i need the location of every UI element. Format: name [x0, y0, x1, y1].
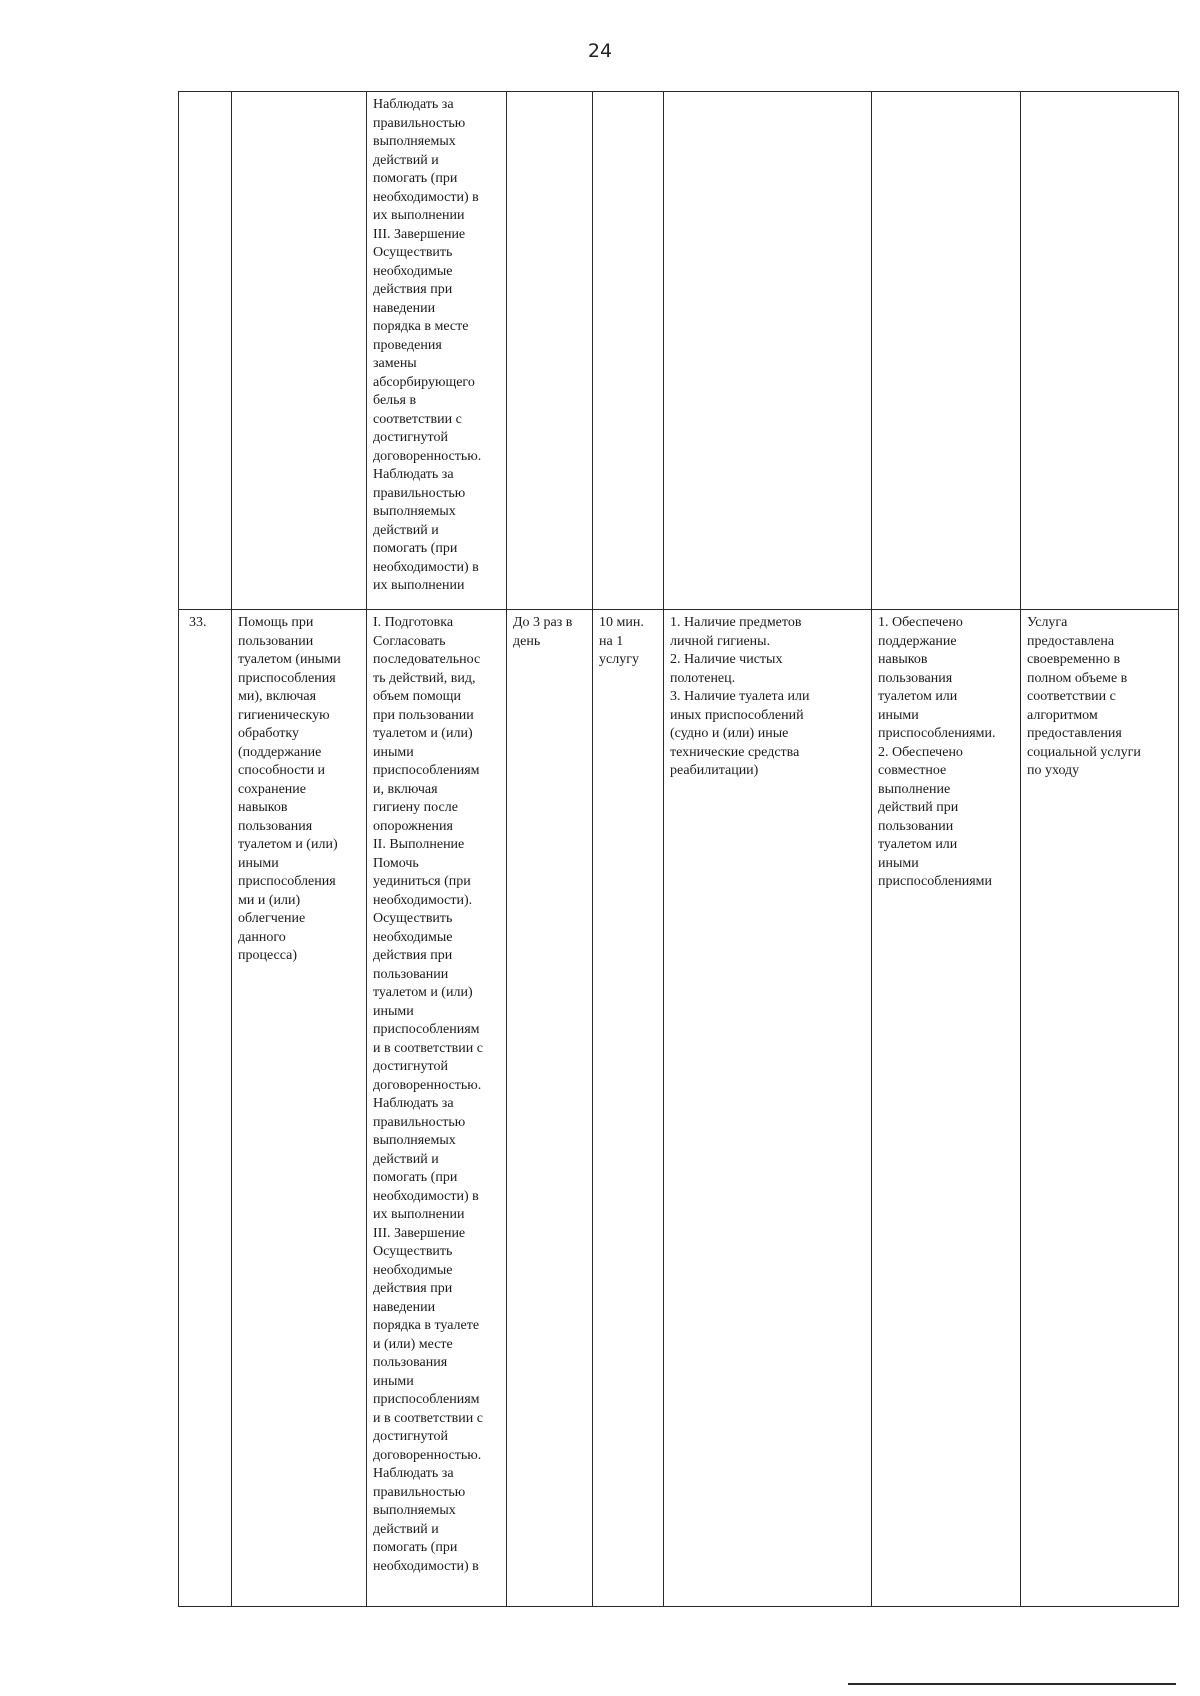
text-line: выполняемых — [373, 134, 456, 149]
text-line: приспособлениями. — [878, 726, 996, 741]
text-line: достигнутой — [373, 430, 448, 445]
text-line: ми и (или) — [238, 892, 301, 908]
text-line: Наблюдать за — [373, 1096, 454, 1111]
text-line: 1. Наличие предметов — [670, 615, 802, 630]
text-line: иными — [373, 744, 414, 760]
text-line: предоставления — [1027, 726, 1122, 741]
text-line: совместное — [878, 763, 947, 778]
services-table — [178, 91, 1179, 1607]
cell-name-empty — [232, 92, 367, 610]
text-line: белья в — [373, 393, 417, 408]
text-line: Осуществить — [373, 911, 453, 926]
text-line: гигиену после — [373, 800, 458, 815]
service-duration — [599, 614, 657, 670]
text-line: обработку — [238, 726, 299, 741]
text-line: необходимости) в — [373, 1188, 479, 1204]
text-line: помогать (при — [373, 171, 458, 186]
cell-frequency — [507, 610, 593, 1607]
text-line: действий и — [373, 1521, 439, 1537]
text-line: иными — [878, 855, 919, 871]
text-line: действия при — [373, 948, 453, 963]
text-line: иными — [238, 855, 279, 871]
text-line: действий при — [878, 800, 959, 815]
text-line: навыков — [878, 652, 928, 667]
text-line: III. Завершение — [373, 226, 466, 242]
cell-quality — [1021, 610, 1179, 1607]
text-line: правильностью — [373, 1484, 466, 1500]
text-line: услугу — [599, 652, 639, 667]
text-line: личной гигиены. — [670, 633, 771, 649]
text-line: при пользовании — [373, 707, 474, 723]
text-line: опорожнения — [373, 818, 453, 834]
text-line: иных приспособлений — [670, 707, 804, 723]
text-line: Помощь при — [238, 615, 314, 630]
text-line: Осуществить — [373, 1244, 453, 1259]
text-line: приспособлениям — [373, 1022, 480, 1037]
text-line: (судно и (или) иные — [670, 726, 789, 741]
service-results — [878, 614, 1014, 892]
cell-description — [367, 610, 507, 1607]
text-line: (поддержание — [238, 744, 322, 760]
text-line: на 1 — [599, 633, 624, 649]
text-line: выполняемых — [373, 1133, 456, 1148]
text-line: поддержание — [878, 633, 957, 649]
text-line: III. Завершение — [373, 1225, 466, 1241]
cell-conditions-empty — [664, 92, 872, 610]
text-line: достигнутой — [373, 1059, 448, 1074]
text-line: и в соответствии с — [373, 1040, 483, 1056]
text-line: по уходу — [1027, 763, 1080, 778]
text-line: наведении — [373, 300, 436, 316]
text-line: пользования — [878, 670, 953, 686]
service-quality — [1027, 614, 1172, 781]
text-line: договоренностью. — [373, 1447, 482, 1463]
text-line: соответствии с — [1027, 689, 1116, 704]
cell-results — [872, 610, 1021, 1607]
text-line: алгоритмом — [1027, 707, 1098, 723]
text-line: 2. Наличие чистых — [670, 652, 783, 667]
text-line: I. Подготовка — [373, 615, 454, 630]
service-frequency — [513, 614, 586, 651]
text-line: уединиться (при — [373, 874, 471, 889]
text-line: выполнение — [878, 781, 951, 797]
text-line: абсорбирующего — [373, 374, 475, 390]
text-line: помогать (при — [373, 541, 458, 556]
text-line: проведения — [373, 337, 442, 353]
text-line: пользовании — [878, 818, 954, 834]
text-line: выполняемых — [373, 504, 456, 519]
text-line: их выполнении — [373, 578, 465, 593]
text-line: предоставлена — [1027, 633, 1115, 649]
text-line: необходимые — [373, 263, 453, 279]
text-line: выполняемых — [373, 1503, 456, 1518]
text-line: объем помощи — [373, 689, 461, 704]
cell-duration-empty — [593, 92, 664, 610]
text-line: замены — [373, 356, 417, 371]
cell-duration — [593, 610, 664, 1607]
text-line: 2. Обеспечено — [878, 744, 963, 760]
description-text — [373, 96, 500, 596]
text-line: наведении — [373, 1299, 436, 1315]
text-line: Согласовать — [373, 633, 446, 649]
text-line: действий и — [373, 1151, 439, 1167]
text-line: и в соответствии с — [373, 1410, 483, 1426]
text-line: туалетом (иными — [238, 652, 341, 667]
text-line: соответствии с — [373, 411, 462, 427]
text-line: пользовании — [238, 633, 314, 649]
text-line: день — [513, 633, 541, 649]
text-line: способности и — [238, 763, 326, 778]
cell-service-name — [232, 610, 367, 1607]
text-line: Наблюдать за — [373, 1466, 454, 1481]
text-line: правильностью — [373, 485, 466, 501]
text-line: процесса) — [238, 948, 298, 963]
service-conditions — [670, 614, 865, 781]
text-line: иными — [878, 707, 919, 723]
text-line: туалетом или — [878, 837, 958, 852]
text-line: 1. Обеспечено — [878, 615, 963, 630]
text-line: полотенец. — [670, 670, 736, 686]
text-line: необходимые — [373, 1262, 453, 1278]
text-line: II. Выполнение — [373, 837, 465, 852]
text-line: туалетом и (или) — [373, 726, 473, 741]
text-line: приспособления — [238, 874, 336, 889]
text-line: приспособлениями — [878, 874, 993, 889]
page-number: 24 — [587, 40, 613, 62]
table-row-33 — [179, 610, 1179, 1607]
text-line: и, включая — [373, 781, 438, 797]
text-line: Осуществить — [373, 245, 453, 260]
text-line: туалетом или — [878, 689, 958, 704]
cell-description — [367, 92, 507, 610]
text-line: приспособлениям — [373, 763, 480, 778]
text-line: правильностью — [373, 1114, 466, 1130]
service-description — [373, 614, 500, 1576]
text-line: пользовании — [373, 966, 449, 982]
text-line: необходимости). — [373, 892, 473, 908]
text-line: социальной услуги — [1027, 744, 1141, 760]
cell-results-empty — [872, 92, 1021, 610]
cell-quality-empty — [1021, 92, 1179, 610]
text-line: их выполнении — [373, 1207, 465, 1222]
text-line: действий и — [373, 152, 439, 168]
text-line: 10 мин. — [599, 615, 644, 630]
text-line: ми), включая — [238, 689, 317, 704]
text-line: помогать (при — [373, 1170, 458, 1185]
text-line: иными — [373, 1003, 414, 1019]
text-line: иными — [373, 1373, 414, 1389]
text-line: гигиеническую — [238, 707, 330, 723]
text-line: необходимости) в — [373, 1558, 479, 1574]
service-name — [238, 614, 360, 966]
text-line: пользования — [373, 1355, 448, 1370]
text-line: Услуга — [1027, 615, 1068, 630]
text-line: туалетом и (или) — [238, 837, 338, 852]
cell-conditions — [664, 610, 872, 1607]
text-line: действий и — [373, 522, 439, 538]
text-line: приспособления — [238, 670, 336, 686]
text-line: пользования — [238, 818, 313, 834]
text-line: Наблюдать за — [373, 97, 454, 112]
text-line: помогать (при — [373, 1540, 458, 1555]
text-line: технические средства — [670, 744, 800, 760]
text-line: облегчение — [238, 911, 306, 926]
text-line: достигнутой — [373, 1429, 448, 1444]
text-line: навыков — [238, 800, 288, 815]
text-line: правильностью — [373, 115, 466, 131]
text-line: необходимости) в — [373, 559, 479, 575]
text-line: данного — [238, 929, 286, 945]
text-line: договоренностью. — [373, 1077, 482, 1093]
text-line: До 3 раз в — [513, 615, 573, 630]
text-line: туалетом и (или) — [373, 985, 473, 1000]
text-line: своевременно в — [1027, 652, 1121, 667]
text-line: порядка в месте — [373, 319, 469, 334]
text-line: последовательнос — [373, 652, 481, 667]
table-row-continuation — [179, 92, 1179, 610]
text-line: приспособлениям — [373, 1392, 480, 1407]
text-line: действия при — [373, 282, 453, 297]
footer-rule — [848, 1683, 1176, 1685]
text-line: Помочь — [373, 855, 419, 871]
text-line: необходимые — [373, 929, 453, 945]
text-line: необходимости) в — [373, 189, 479, 205]
service-number: 33. — [179, 610, 232, 1607]
text-line: их выполнении — [373, 208, 465, 223]
text-line: порядка в туалете — [373, 1318, 480, 1333]
text-line: Наблюдать за — [373, 467, 454, 482]
text-line: полном объеме в — [1027, 670, 1128, 686]
text-line: действия при — [373, 1281, 453, 1296]
text-line: и (или) месте — [373, 1336, 453, 1352]
text-line: ть действий, вид, — [373, 670, 476, 686]
text-line: договоренностью. — [373, 448, 482, 464]
cell-number-empty — [179, 92, 232, 610]
cell-frequency-empty — [507, 92, 593, 610]
text-line: реабилитации) — [670, 763, 759, 778]
text-line: 3. Наличие туалета или — [670, 689, 810, 704]
text-line: сохранение — [238, 781, 306, 797]
